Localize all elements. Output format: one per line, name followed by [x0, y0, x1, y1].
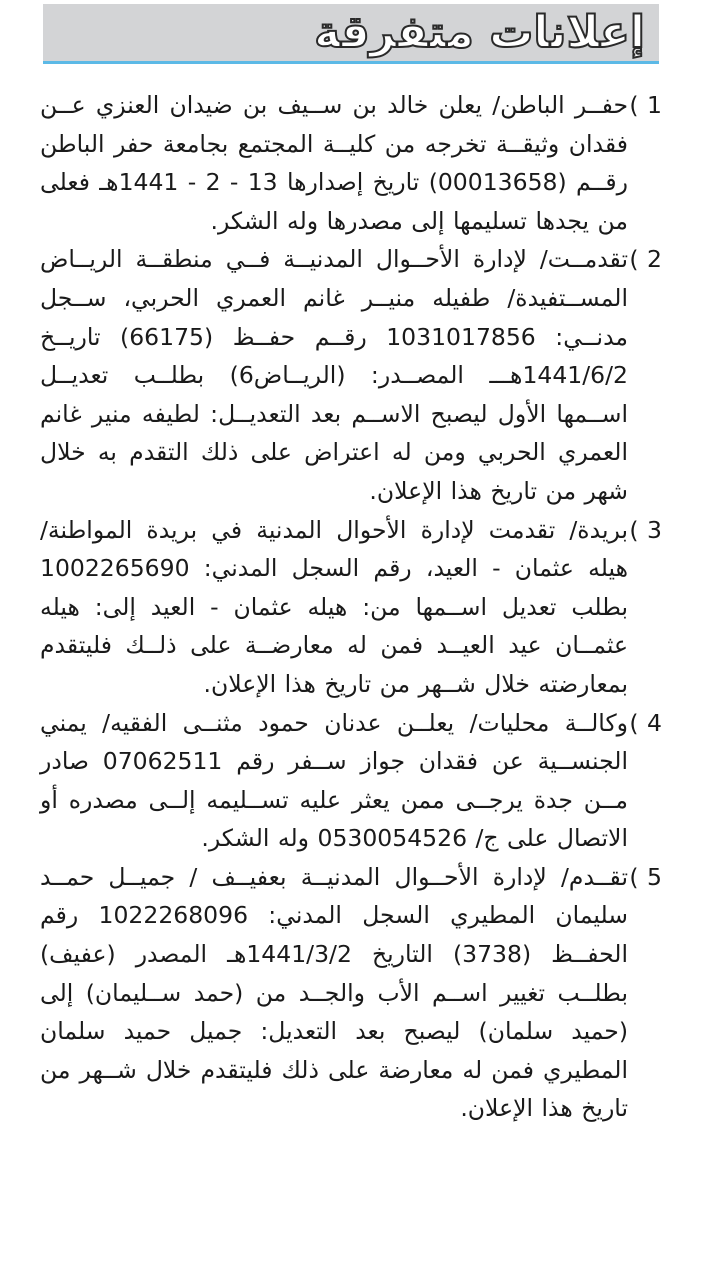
- ad-number: 2 ): [629, 245, 662, 274]
- ad-text: بريدة/ تقدمت لإدارة الأحوال المدنية في بريدة المواطنة/ هيله عثمان - العيد، رقم السجل المدني: 1002265690 بطلب تعديل اســمها من: هيله عثمان - العيد إلى: هيله عثمــان عيد العيــد فمن له معارضــة على ذلــك فليتقدم بمعارضته خلال شــهر من تاريخ هذا الإعلان.: [40, 515, 628, 698]
- ad-number: 3 ): [629, 515, 662, 544]
- ad-item-2: [40, 240, 662, 510]
- ad-item-3: [40, 511, 662, 704]
- ad-item-4: [40, 704, 662, 858]
- ad-text: تقــدم/ لإدارة الأحــوال المدنيــة بعفيــف / جميــل حمــد سليمان المطيري السجل المدني: 1022268096 رقم الحفــظ (3738) التاريخ 1441/3/2هـ المصدر (عفيف) بطلــب تغيير اســم الأب والجــد من (حمد ســليمان) إلى (حميد سلمان) ليصبح بعد التعديل: جميل حميد سلمان المطيري فمن له معارضة على ذلك فليتقدم خلال شــهر من تاريخ هذا الإعلان.: [40, 862, 628, 1123]
- classified-ads-list: [40, 86, 662, 1128]
- ad-item-5: [40, 858, 662, 1128]
- ad-number: 4 ): [629, 708, 662, 737]
- ad-number: 1 ): [629, 91, 662, 119]
- section-title: إعلانات متفرقة: [314, 7, 645, 58]
- ad-text: وكالــة محليات/ يعلــن عدنان حمود مثنــى الفقيه/ يمني الجنســية عن فقدان جواز ســفر رقم 07062511 صادر مــن جدة يرجــى ممن يعثر عليه تســليمه إلــى مصدره أو الاتصال على ج/ 0530054526 وله الشكر.: [40, 708, 628, 853]
- ad-text: حفــر الباطن/ يعلن خالد بن ســيف بن ضيدان العنزي عــن فقدان وثيقــة تخرجه من كليــة المجتمع بجامعة حفر الباطن رقــم (00013658) تاريخ إصدارها 13 - 2 - 1441هـ فعلى من يجدها تسليمها إلى مصدرها وله الشكر.: [40, 91, 628, 235]
- ad-item-1: [40, 86, 662, 240]
- ad-number: 5 ): [629, 862, 662, 891]
- ad-text: تقدمــت/ لإدارة الأحــوال المدنيــة فــي منطقــة الريــاض المســتفيدة/ طفيله منيــر غانم العمري الحربي، ســجل مدنــي: 1031017856 رقــم حفــظ (66175) تاريــخ 1441/6/2هـــ المصــدر: (الريــاض6) بطلــب تعديــل اســمها الأول ليصبح الاســم بعد التعديــل: لطيفه منير غانم العمري الحربي ومن له اعتراض على ذلك التقدم به خلال شهر من تاريخ هذا الإعلان.: [40, 245, 629, 505]
- section-header-banner: [43, 4, 659, 64]
